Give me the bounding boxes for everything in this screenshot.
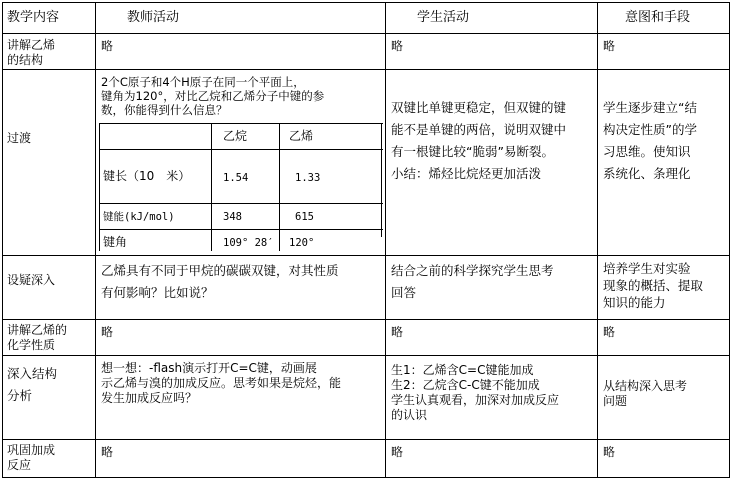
row6-teacher: 略	[101, 445, 114, 459]
row5-student: 生1：乙烯含C=C键能加成 生2：乙烷含C-C键不能加成 学生认真观看，加深对加成反应 的认识	[391, 363, 560, 422]
inner-header-ethane: 乙烷	[223, 129, 248, 143]
row2-content: 过渡	[7, 131, 32, 145]
inner-border	[381, 123, 382, 237]
column-divider	[95, 3, 96, 477]
column-divider	[385, 3, 386, 477]
bond-comparison-table	[99, 123, 383, 251]
header-intent: 意图和手段	[625, 10, 691, 25]
inner-bond-angle-ethane: 109° 28′	[223, 237, 274, 249]
header-student: 学生活动	[417, 10, 470, 25]
lesson-plan-table	[2, 2, 730, 478]
inner-bond-energy-ethane: 348	[223, 211, 242, 223]
row2-intent: 学生逐步建立“结 构决定性质”的学 习思维。使知识 系统化、条理化	[603, 100, 697, 181]
row2-student: 双键比单键更稳定，但双键的键 能不是单键的两倍，说明双键中 有一根键比较“脆弱”易断裂。 小结：烯烃比烷烃更加活泼	[391, 100, 567, 181]
row-divider	[3, 33, 729, 34]
row5-intent: 从结构深入思考 问题	[603, 379, 688, 408]
inner-col-divider	[211, 123, 212, 251]
row6-intent: 略	[603, 445, 616, 459]
row-divider	[3, 69, 729, 70]
inner-row-divider	[99, 149, 383, 150]
row3-student: 结合之前的科学探究学生思考 回答	[391, 263, 554, 300]
column-divider	[597, 3, 598, 477]
inner-row-divider	[99, 203, 383, 204]
inner-bond-length-ethane: 1.54	[223, 172, 249, 184]
row1-content: 讲解乙烯 的结构	[7, 38, 56, 67]
header-content: 教学内容	[7, 10, 60, 25]
row1-student: 略	[391, 39, 404, 53]
inner-bond-angle-label: 键角	[103, 235, 128, 249]
row-divider	[3, 439, 729, 440]
inner-border	[99, 123, 100, 251]
row5-content: 深入结构 分析	[7, 366, 58, 403]
row4-teacher: 略	[101, 325, 114, 339]
row2-teacher-intro: 2个C原子和4个H原子在同一个平面上， 键角为120°，对比乙烷和乙烯分子中键的参 数，你能得到什么信息？	[101, 75, 325, 117]
row-divider	[3, 355, 729, 356]
inner-bond-angle-ethylene: 120°	[289, 237, 315, 249]
inner-bond-energy-ethylene: 615	[295, 211, 314, 223]
inner-bond-length-label: 键长（10 米）	[103, 169, 191, 183]
row3-teacher: 乙烯具有不同于甲烷的碳碳双键，对其性质 有何影响？比如说？	[101, 263, 339, 300]
row-divider	[3, 255, 729, 256]
row6-student: 略	[391, 445, 404, 459]
row5-teacher: 想一想：-flash演示打开C=C键，动画展 示乙烯与溴的加成反应。思考如果是烷烃，能 发生加成反应吗？	[101, 361, 342, 405]
inner-border	[99, 123, 383, 124]
row-divider	[3, 319, 729, 320]
inner-header-ethylene: 乙烯	[289, 129, 314, 143]
row1-intent: 略	[603, 39, 616, 53]
inner-col-divider	[279, 123, 280, 251]
row6-content: 巩固加成 反应	[7, 443, 56, 472]
inner-row-divider	[99, 229, 383, 230]
row4-student: 略	[391, 325, 404, 339]
header-teacher: 教师活动	[127, 10, 180, 25]
row4-content: 讲解乙烯的 化学性质	[7, 323, 68, 352]
row1-teacher: 略	[101, 39, 114, 53]
row3-intent: 培养学生对实验 现象的概括、提取 知识的能力	[603, 261, 704, 310]
row3-content: 设疑深入	[7, 273, 56, 287]
inner-bond-length-ethylene: 1.33	[295, 172, 321, 184]
row4-intent: 略	[603, 325, 616, 339]
inner-bond-energy-label: 键能(kJ/mol)	[103, 211, 175, 223]
